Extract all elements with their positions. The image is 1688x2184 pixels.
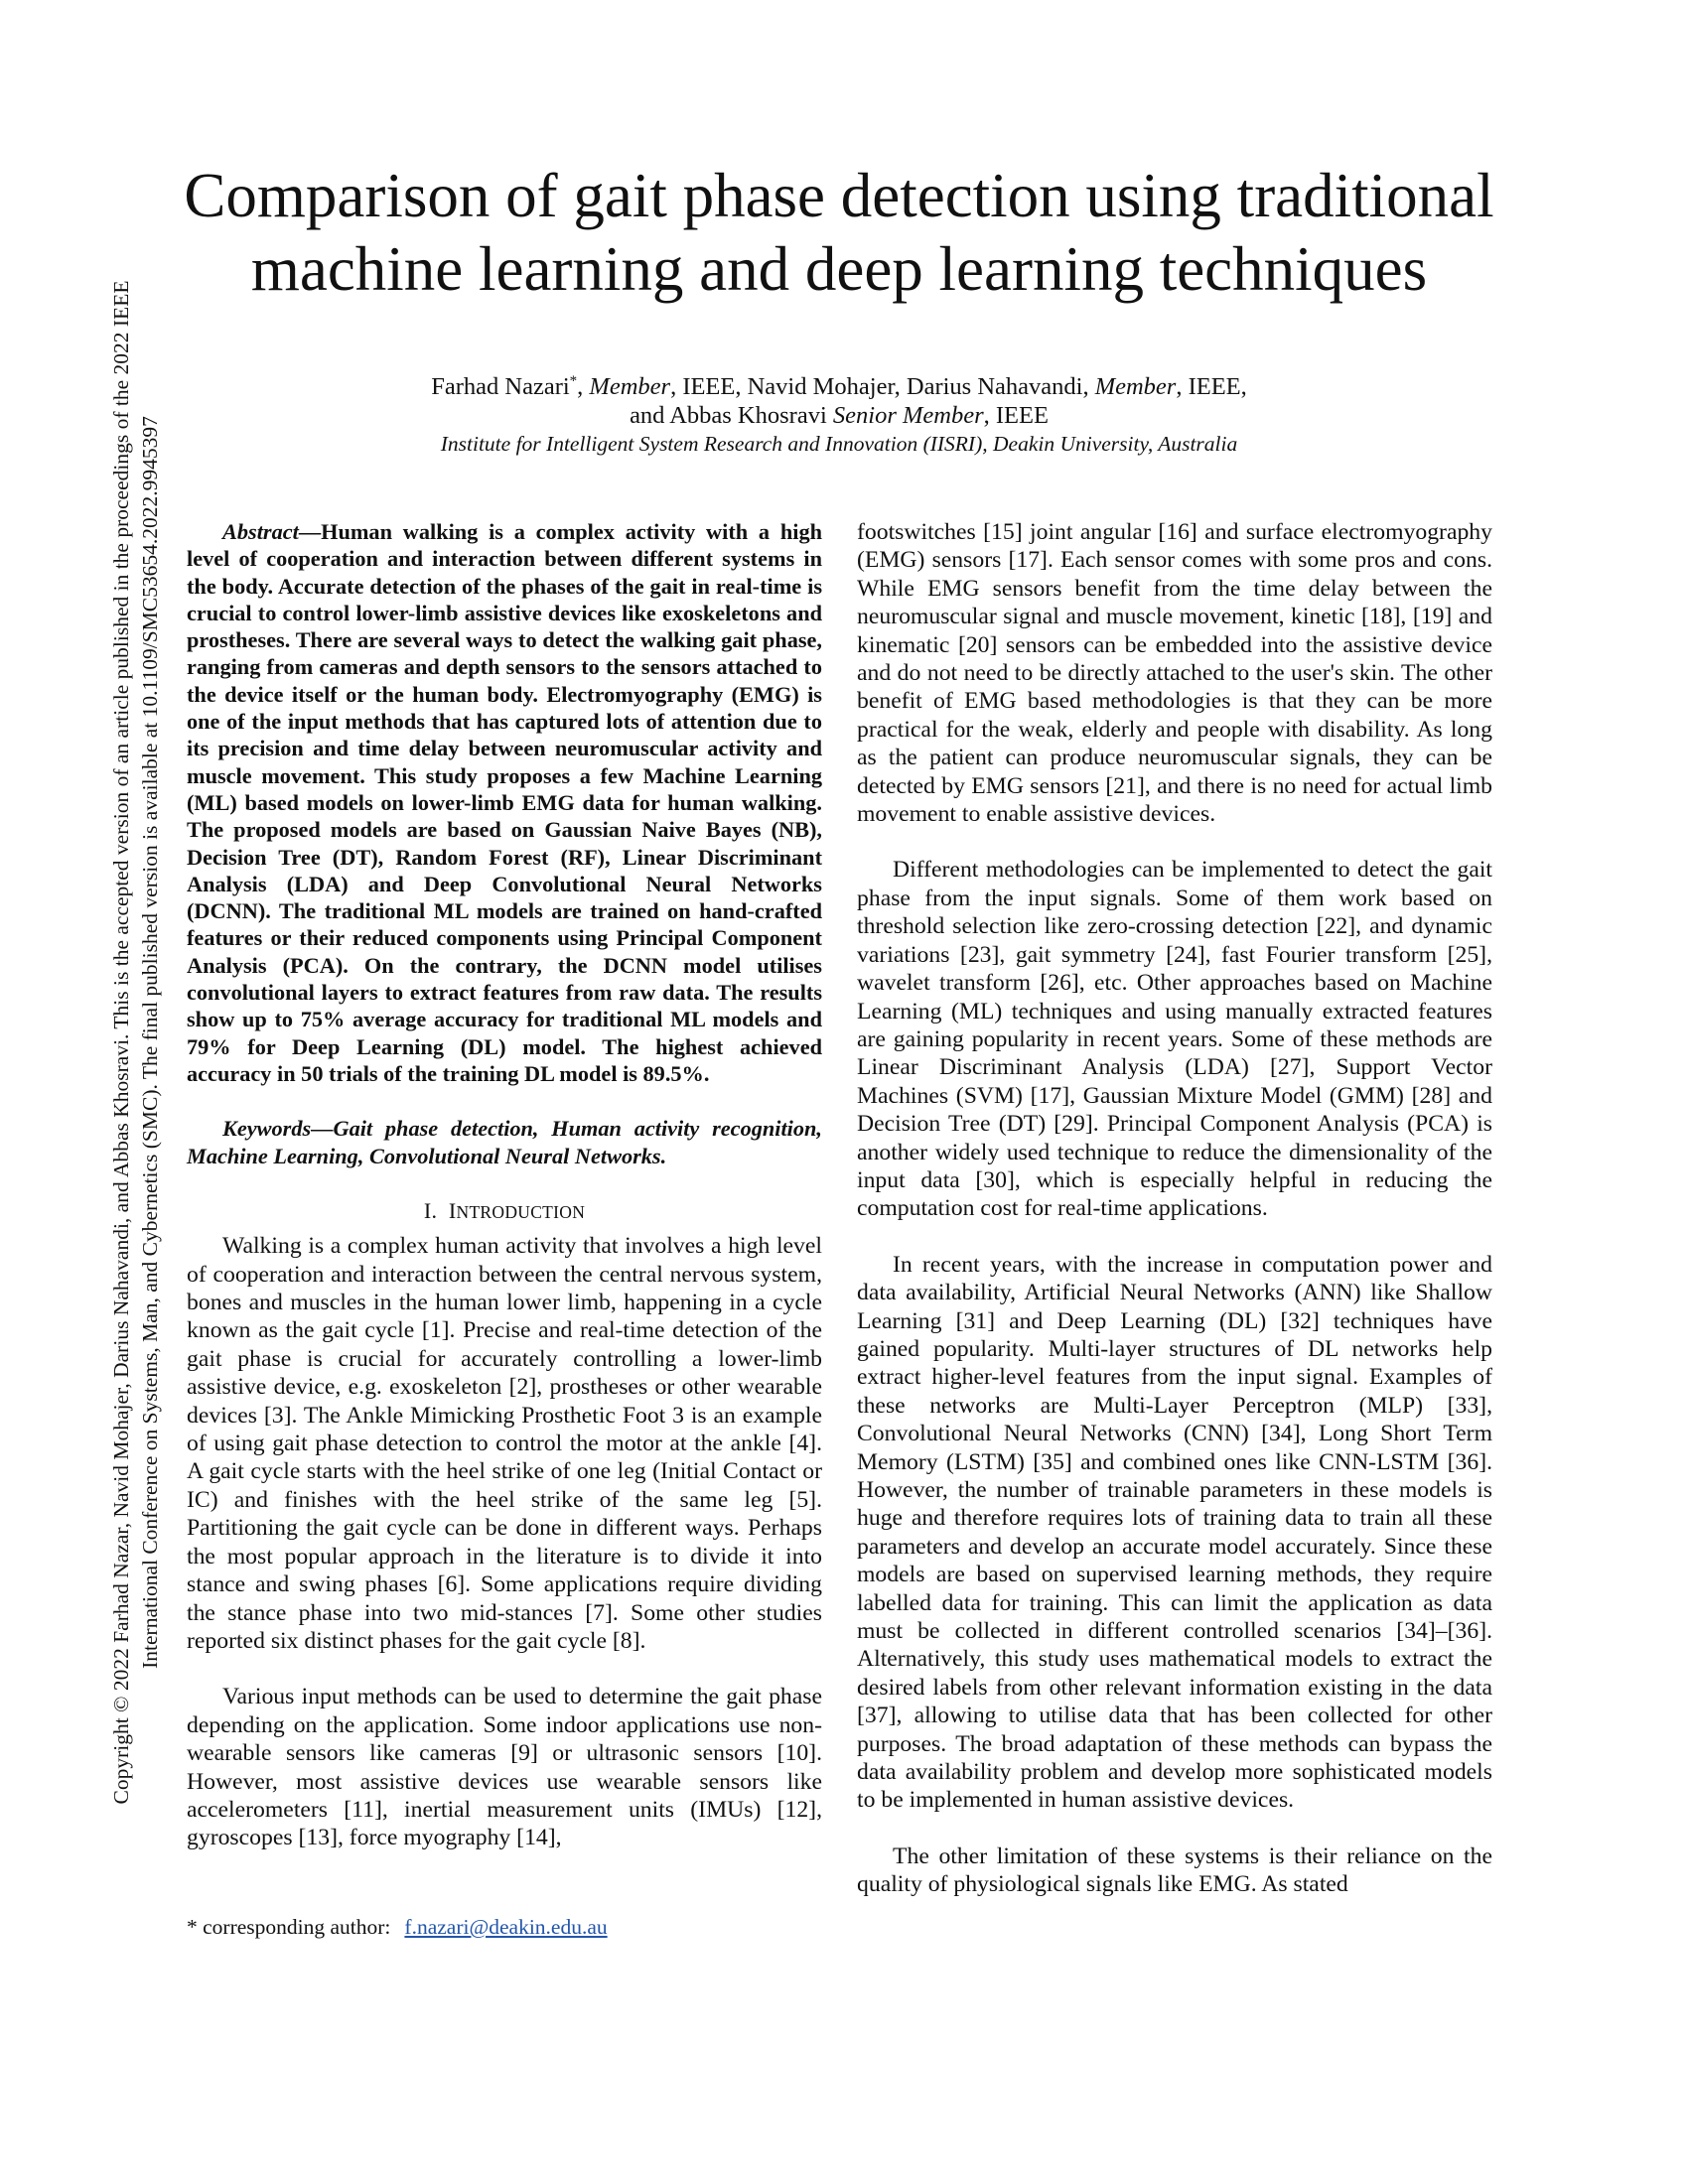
author-name: Farhad Nazari: [431, 373, 570, 400]
author-names: , IEEE, Navid Mohajer, Darius Nahavandi,: [670, 373, 1095, 400]
author-line-1: Farhad Nazari*, Member, IEEE, Navid Mohajer, Darius Nahavandi, Member, IEEE,: [431, 372, 1247, 400]
title-line-1: Comparison of gait phase detection using traditional: [184, 161, 1494, 230]
intro-paragraph-2: Various input methods can be used to determine the gait phase depending on the application. Some indoor applications use non-wearable sensors like cameras [9] or ultrasonic sensors [10]. However, most assistive devices use wearable sensors like accelerometers [11], inertial measurement units (IMUs) [12], gyroscopes [13], force myography [14],: [187, 1684, 822, 1851]
author-email-link[interactable]: f.nazari@deakin.edu.au: [404, 1915, 608, 1939]
paper-title: [149, 159, 1529, 306]
author-role: Member: [589, 373, 671, 400]
copyright-line-2: International Conference on Systems, Man, and Cybernetics (SMC). The final published version is available at 10.1109/SMC53654.2022.9945397: [138, 416, 162, 1669]
author-line-2: and Abbas Khosravi Senior Member, IEEE: [630, 402, 1049, 429]
left-column: [187, 518, 822, 1852]
abstract: [187, 518, 822, 1087]
section-heading-introduction: I. INTRODUCTION: [423, 1197, 586, 1223]
title-line-2: machine learning and deep learning techniques: [250, 234, 1428, 304]
author-role: Member: [1094, 373, 1177, 400]
intro-paragraph-5: The other limitation of these systems is their reliance on the quality of physiological signals like EMG. As stated: [857, 1843, 1492, 1898]
author-role: Senior Member: [832, 402, 984, 429]
intro-paragraph-1: Walking is a complex human activity that involves a high level of cooperation and interaction between the central nervous system, bones and muscles in the human lower limb, happening in a cycle known as the gait cycle [1]. Precise and real-time detection of the gait phase is crucial for accurately controlling a lower-limb assistive device, e.g. exoskeleton [2], prostheses or other wearable devices [3]. The Ankle Mimicking Prosthetic Foot 3 is an example of using gait phase detection to control the motor at the ankle [4]. A gait cycle starts with the heel strike of one leg (Initial Contact or IC) and finishes with the heel strike of the same leg [5]. Partitioning the gait cycle can be done in different ways. Perhaps the most popular approach in the literature is to divide it into stance and swing phases [6]. Some applications require dividing the stance phase into two mid-stances [7]. Some other studies reported six distinct phases for the gait cycle [8].: [187, 1233, 822, 1654]
author-block: [149, 372, 1529, 458]
author-name: and Abbas Khosravi: [630, 402, 833, 429]
affiliation: Institute for Intelligent System Research and Innovation (IISRI), Deakin University, Australia: [440, 432, 1238, 456]
intro-paragraph-2-continued: footswitches [15] joint angular [16] and surface electromyography (EMG) sensors [17]. Each sensor comes with some pros and cons. While EMG sensors benefit from the time delay between the neuromuscular signal and muscle movement, kinetic [18], [19] and kinematic [20] sensors can be embedded into the assistive device and do not need to be directly attached to the user's skin. The other benefit of EMG based methodologies is that they can be more practical for the weak, elderly and people with disability. As long as the patient can produce neuromuscular signals, they can be detected by EMG sensors [21], and there is no need for actual limb movement to enable assistive devices.: [857, 519, 1492, 828]
abstract-lead: Abstract: [222, 519, 299, 544]
keywords: Keywords—Gait phase detection, Human activity recognition, Machine Learning, Convolutional Neural Networks.: [187, 1116, 822, 1168]
copyright-line-1: Copyright © 2022 Farhad Nazar, Navid Mohajer, Darius Nahavandi, and Abbas Khosravi. This is the accepted version of an article published in the proceedings of the 2022 IEEE: [109, 280, 133, 1805]
intro-paragraph-4: In recent years, with the increase in computation power and data availability, Artificial Neural Networks (ANN) like Shallow Learning [31] and Deep Learning (DL) [32] techniques have gained popularity. Multi-layer structures of DL networks help extract higher-level features from the input signal. Examples of these networks are Multi-Layer Perceptron (MLP) [33], Convolutional Neural Networks (CNN) [34], Long Short Term Memory (LSTM) [35] and combined ones like CNN-LSTM [36]. However, the number of trainable parameters in these models is huge and therefore requires lots of training data to train all these parameters and develop an accurate model accurately. Since these models are based on supervised learning methods, they require labelled data for training. This can limit the application as data must be collected in different controlled scenarios [34]–[36]. Alternatively, this study uses mathematical models to extract the desired labels from other relevant information existing in the data [37], allowing to utilise data that has been collected for other purposes. The broad adaptation of these methods can bypass the data availability problem and develop more sophisticated models to be implemented in human assistive devices.: [857, 1251, 1492, 1814]
copyright-notice: [107, 218, 165, 1866]
footnote-label: * corresponding author:: [187, 1915, 391, 1939]
abstract-text: —Human walking is a complex activity with a high level of cooperation and interaction between different systems in the body. Accurate detection of the phases of the gait in real-time is crucial to control lower-limb assistive devices like exoskeletons and prostheses. There are several ways to detect the walking gait phase, ranging from cameras and depth sensors to the sensors attached to the device itself or the human body. Electromyography (EMG) is one of the input methods that has captured lots of attention due to its precision and time delay between neuromuscular activity and muscle movement. This study proposes a few Machine Learning (ML) based models on lower-limb EMG data for human walking. The proposed models are based on Gaussian Naive Bayes (NB), Decision Tree (DT), Random Forest (RF), Linear Discriminant Analysis (LDA) and Deep Convolutional Neural Networks (DCNN). The traditional ML models are trained on hand-crafted features or their reduced components using Principal Component Analysis (PCA). On the contrary, the DCNN model utilises convolutional layers to extract features from raw data. The results show up to 75% average accuracy for traditional ML models and 79% for Deep Learning (DL) model. The highest achieved accuracy in 50 trials of the training DL model is 89.5%.: [187, 519, 822, 1086]
footnote: [187, 1913, 608, 1941]
corresponding-mark: *: [569, 372, 578, 389]
intro-paragraph-3: Different methodologies can be implemented to detect the gait phase from the input signals. Some of them work based on threshold selection like zero-crossing detection [22], and dynamic variations [23], gait symmetry [24], fast Fourier transform [25], wavelet transform [26], etc. Other approaches based on Machine Learning (ML) techniques and using manually extracted features are gaining popularity in recent years. Some of these methods are Linear Discriminant Analysis (LDA) [27], Support Vector Machines (SVM) [17], Gaussian Mixture Model (GMM) [28] and Decision Tree (DT) [29]. Principal Component Analysis (PCA) is another widely used technique to reduce the dimensionality of the input data [30], which is especially helpful in reducing the computation cost for real-time applications.: [857, 857, 1492, 1222]
right-column: [857, 518, 1492, 1899]
